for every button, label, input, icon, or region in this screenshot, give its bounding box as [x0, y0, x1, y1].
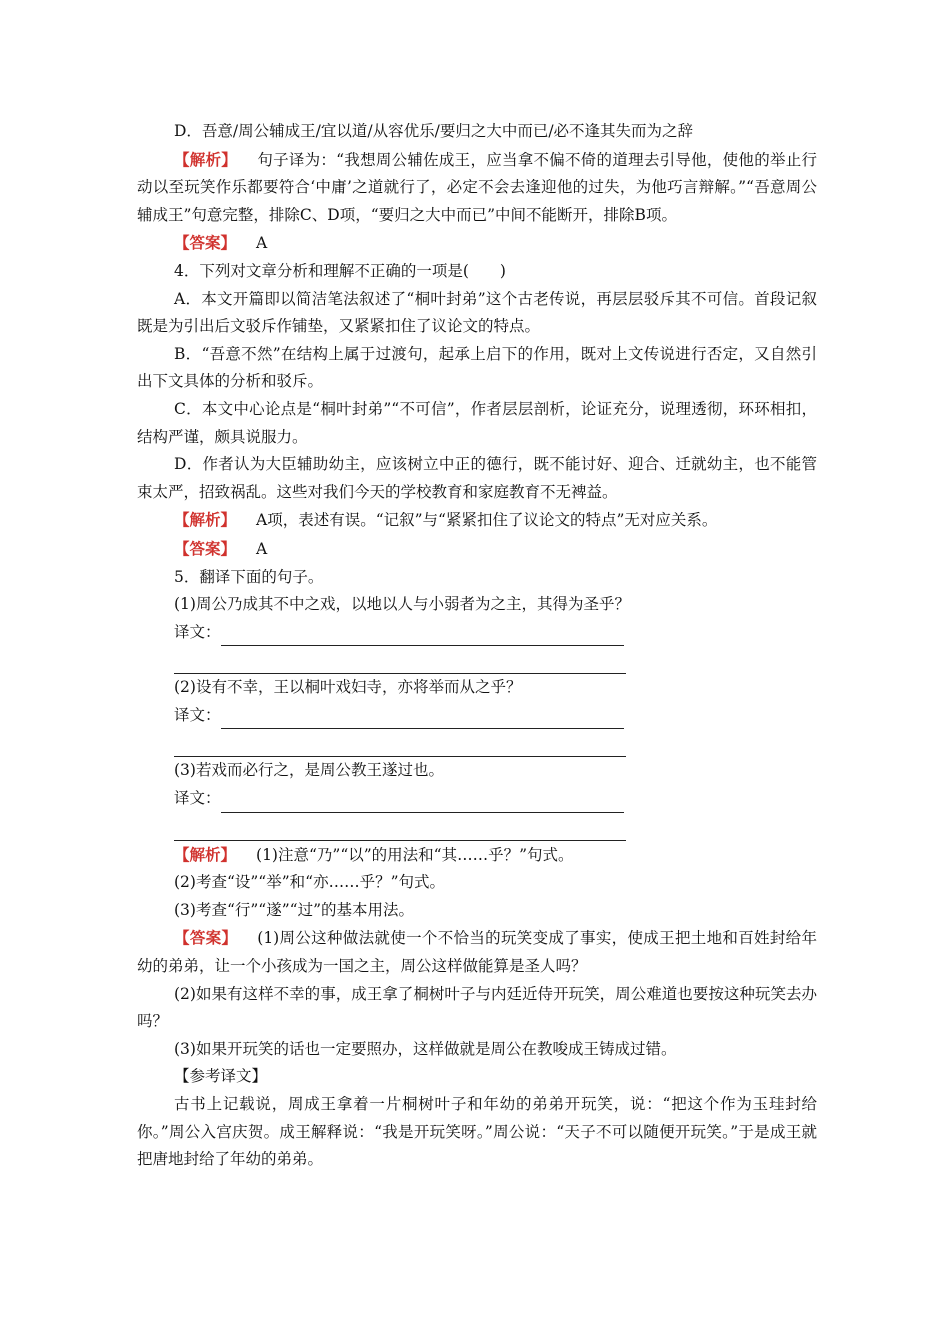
q5-answer-3: (3)如果开玩笑的话也一定要照办，这样做就是周公在教唆成王铸成过错。 — [174, 1039, 677, 1058]
analysis-tag: 【解析】 — [174, 510, 237, 530]
answer-tag: 【答案】 — [174, 928, 238, 948]
q5-analysis-1: (1)注意“乃”“以”的用法和“其……乎？”句式。 — [256, 845, 574, 864]
answer-tag: 【答案】 — [174, 538, 237, 558]
q5-answer — [137, 924, 817, 980]
q3-option-d: D．吾意/周公辅成王/宜以道/从容优乐/要归之大中而已/必不逢其失而为之辞 — [174, 122, 694, 140]
answer-tag: 【答案】 — [174, 233, 237, 253]
analysis-tag: 【解析】 — [174, 149, 238, 169]
q4-answer — [137, 535, 817, 564]
q5-sentence-3: (3)若戏而必行之，是周公教王遂过也。 — [174, 761, 444, 780]
q4-option-a: A．本文开篇即以简洁笔法叙述了“桐叶封弟”这个古老传说，再层层驳斥其不可信。首段记叙既是为引出后文驳斥作铺垫，又紧紧扣住了议论文的特点。 — [137, 289, 817, 336]
q4-answer-text: A — [256, 539, 268, 558]
translation-label: 译文： — [174, 705, 221, 724]
q4-analysis — [137, 506, 817, 535]
q3-analysis — [137, 146, 817, 230]
q4-option-b: B．“吾意不然”在结构上属于过渡句，起承上启下的作用，既对上文传说进行否定，又自然引出下文具体的分析和驳斥。 — [137, 344, 817, 391]
answer-line — [221, 627, 624, 646]
q4-option-c: C．本文中心论点是“桐叶封弟”“不可信”，作者层层剖析，论证充分，说理透彻，环环相扣，结构严谨，颇具说服力。 — [137, 399, 817, 446]
document-page — [137, 118, 817, 1174]
q4-option-d: D．作者认为大臣辅助幼主，应该树立中正的德行，既不能讨好、迎合、迁就幼主，也不能管束太严，招致祸乱。这些对我们今天的学校教育和家庭教育不无裨益。 — [137, 455, 817, 501]
q5-answer-2: (2)如果有这样不幸的事，成王拿了桐树叶子与内廷近侍开玩笑，周公难道也要按这种玩笑去办吗？ — [137, 984, 817, 1031]
answer-line — [221, 710, 624, 729]
analysis-tag: 【解析】 — [174, 844, 237, 864]
q3-answer — [137, 229, 817, 258]
q5-analysis-2: (2)考查“设”“举”和“亦……乎？”句式。 — [174, 873, 446, 892]
translation-field-2[interactable] — [137, 702, 817, 730]
q3-answer-text: A — [256, 234, 268, 253]
answer-line — [174, 813, 626, 841]
q5-stem: 5．翻译下面的句子。 — [174, 567, 324, 586]
q5-analysis — [137, 841, 817, 870]
q3-analysis-text: 句子译为：“我想周公辅佐成王，应当拿不偏不倚的道理去引导他，使他的举止行动以至玩笑作乐都要符合‘中庸’之道就行了，必定不会去逢迎他的过失，为他巧言辩解。”“吾意周公辅成王”句意完整，排除C、D项，“要归之大中而已”中间不能断开，排除B项。 — [137, 150, 817, 224]
translation-field-3[interactable] — [137, 785, 817, 813]
translation-label: 译文： — [174, 622, 221, 641]
translation-field-1[interactable] — [137, 619, 817, 647]
q5-answer-1: (1)周公这种做法就使一个不恰当的玩笑变成了事实，使成王把土地和百姓封给年幼的弟弟，让一个小孩成为一国之主，周公这样做能算是圣人吗？ — [137, 929, 817, 976]
q5-sentence-1: (1)周公乃成其不中之戏，以地以人与小弱者为之主，其得为圣乎？ — [174, 595, 630, 614]
q4-stem: 4．下列对文章分析和理解不正确的一项是( ) — [174, 261, 506, 280]
q4-analysis-text: A项，表述有误。“记叙”与“紧紧扣住了议论文的特点”无对应关系。 — [256, 511, 718, 530]
answer-line — [174, 646, 626, 674]
q5-analysis-3: (3)考查“行”“遂”“过”的基本用法。 — [174, 900, 415, 919]
reference-heading: 【参考译文】 — [174, 1067, 268, 1086]
reference-text: 古书上记载说，周成王拿着一片桐树叶子和年幼的弟弟开玩笑，说：“把这个作为玉珪封给你。”周公入宫庆贺。成王解释说：“我是开玩笑呀。”周公说：“天子不可以随便开玩笑。”于是成王就把唐地封给了年幼的弟弟。 — [137, 1095, 817, 1169]
answer-line — [174, 729, 626, 757]
translation-label: 译文： — [174, 789, 221, 808]
q5-sentence-2: (2)设有不幸，王以桐叶戏妇寺，亦将举而从之乎？ — [174, 678, 522, 697]
answer-line — [221, 794, 624, 813]
